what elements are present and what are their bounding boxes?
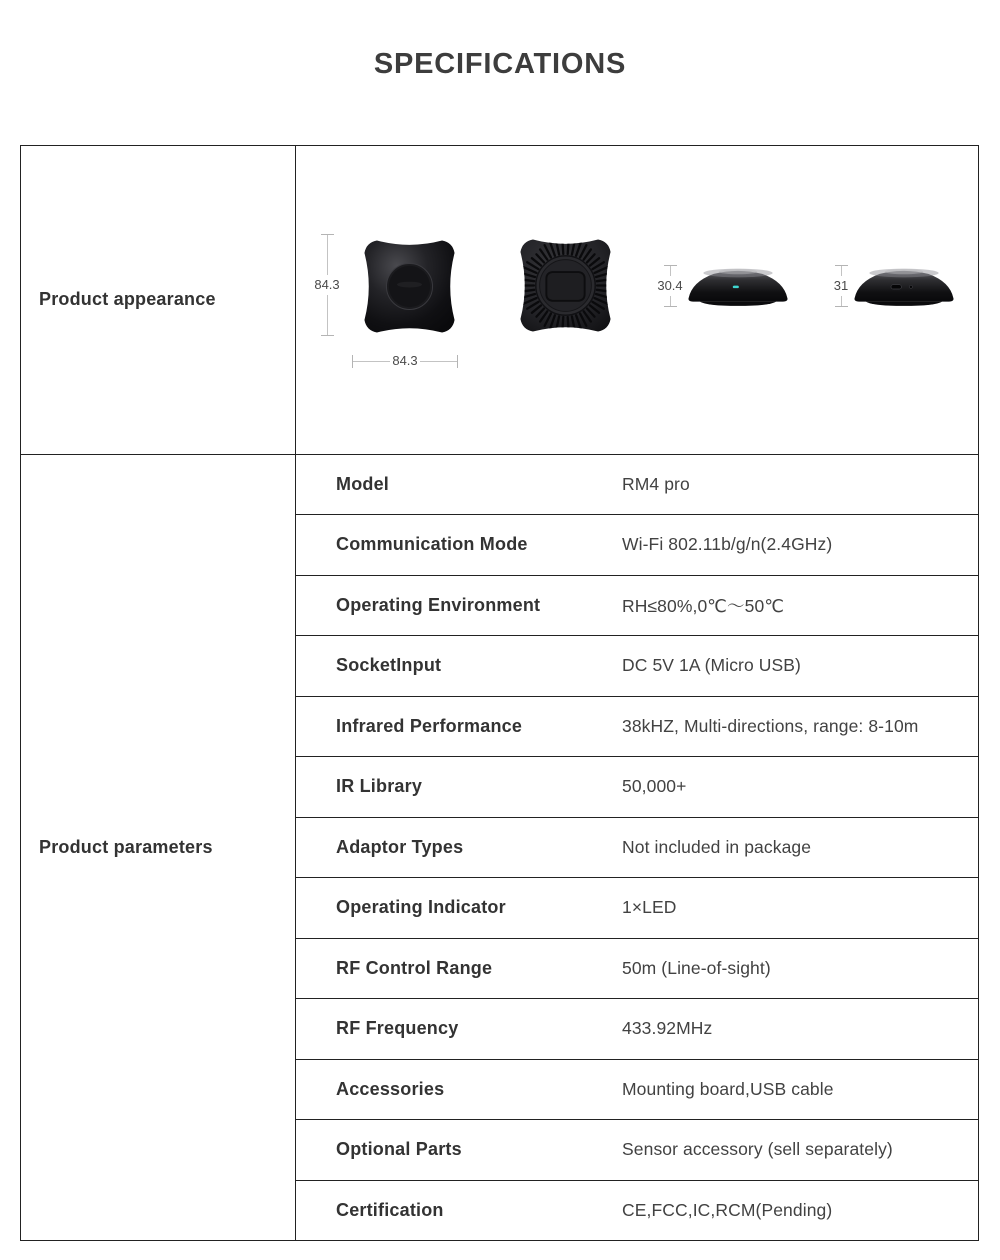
spec-row-label: Infrared Performance [336,715,523,736]
product-side-view-port-image [852,265,956,307]
spec-row [296,636,978,697]
spec-row-label: Operating Indicator [336,897,506,918]
parameters-list [296,455,978,1240]
dimension-line [670,266,671,276]
spec-table [20,145,979,1241]
spec-row-label: Communication Mode [336,534,528,555]
product-back-view-image [508,228,623,343]
spec-row-value: Not included in package [622,836,812,857]
dimension-side-led-height-label: 30.4 [657,277,683,293]
spec-row-label: Certification [336,1199,444,1220]
spec-row [296,939,978,1000]
page-title: SPECIFICATIONS [373,48,627,80]
product-front-view-image [352,229,467,344]
parameters-row [21,455,978,1240]
dimension-line [841,296,842,306]
dimension-line [327,235,328,275]
dimension-front-height [310,234,344,336]
spec-row-value: Sensor accessory (sell separately) [622,1139,893,1160]
appearance-label-cell [21,146,296,454]
dimension-line [327,295,328,335]
parameters-table-cell [296,455,978,1240]
led-indicator [733,286,739,289]
spec-row-value: 50,000+ [622,776,687,797]
mount-recess [546,272,584,301]
dimension-front-width [352,353,458,369]
spec-row-label: RF Control Range [336,957,493,978]
dimension-side-led-height [653,265,687,307]
spec-row [296,515,978,576]
spec-row [296,999,978,1060]
spec-row-value: CE,FCC,IC,RCM(Pending) [622,1199,833,1220]
dimension-cap [835,306,848,307]
spec-row-value: RH≤80%,0℃～50℃ [622,595,785,616]
spec-row-value: Mounting board,USB cable [622,1078,834,1099]
spec-row [296,576,978,637]
parameters-label-cell [21,455,296,1240]
spec-row-value: Wi-Fi 802.11b/g/n(2.4GHz) [622,534,833,555]
spec-row-value: 50m (Line-of-sight) [622,957,771,978]
appearance-row [21,146,978,455]
spec-row-value: 1×LED [622,897,677,918]
dimension-line [670,296,671,306]
spec-row-label: SocketInput [336,655,442,676]
dimension-side-port-height-label: 31 [833,277,849,293]
spec-row [296,818,978,879]
spec-row-label: RF Frequency [336,1018,459,1039]
spec-row [296,455,978,516]
spec-row-label: Operating Environment [336,594,541,615]
parameters-label: Product parameters [39,836,213,857]
spec-row-value: DC 5V 1A (Micro USB) [622,655,801,676]
spec-row-label: Optional Parts [336,1139,462,1160]
spec-row-label: Adaptor Types [336,836,464,857]
dimension-line [353,361,390,362]
spec-row [296,697,978,758]
dimension-line [841,266,842,276]
spec-row-label: IR Library [336,776,423,797]
dimension-cap [321,335,334,336]
appearance-canvas [296,146,978,454]
dimension-line [420,361,457,362]
appearance-images-cell [296,146,978,454]
dimension-front-width-label: 84.3 [392,352,418,368]
dimension-cap [664,306,677,307]
spec-row-value: 38kHZ, Multi-directions, range: 8-10m [622,715,919,736]
spec-row [296,1120,978,1181]
appearance-label: Product appearance [39,289,216,310]
spec-row-value: RM4 pro [622,473,690,494]
spec-row [296,878,978,939]
dimension-front-height-label: 84.3 [314,276,340,292]
dimension-cap [457,355,458,368]
spec-row [296,1181,978,1241]
spec-row [296,757,978,818]
micro-usb-port [891,285,901,289]
brand-mark [397,282,422,288]
spec-row-label: Accessories [336,1078,445,1099]
spec-row-value: 433.92MHz [622,1018,713,1039]
product-side-view-led-image [686,265,790,307]
spec-row-label: Model [336,473,389,494]
reset-pinhole [909,285,912,288]
spec-row [296,1060,978,1121]
